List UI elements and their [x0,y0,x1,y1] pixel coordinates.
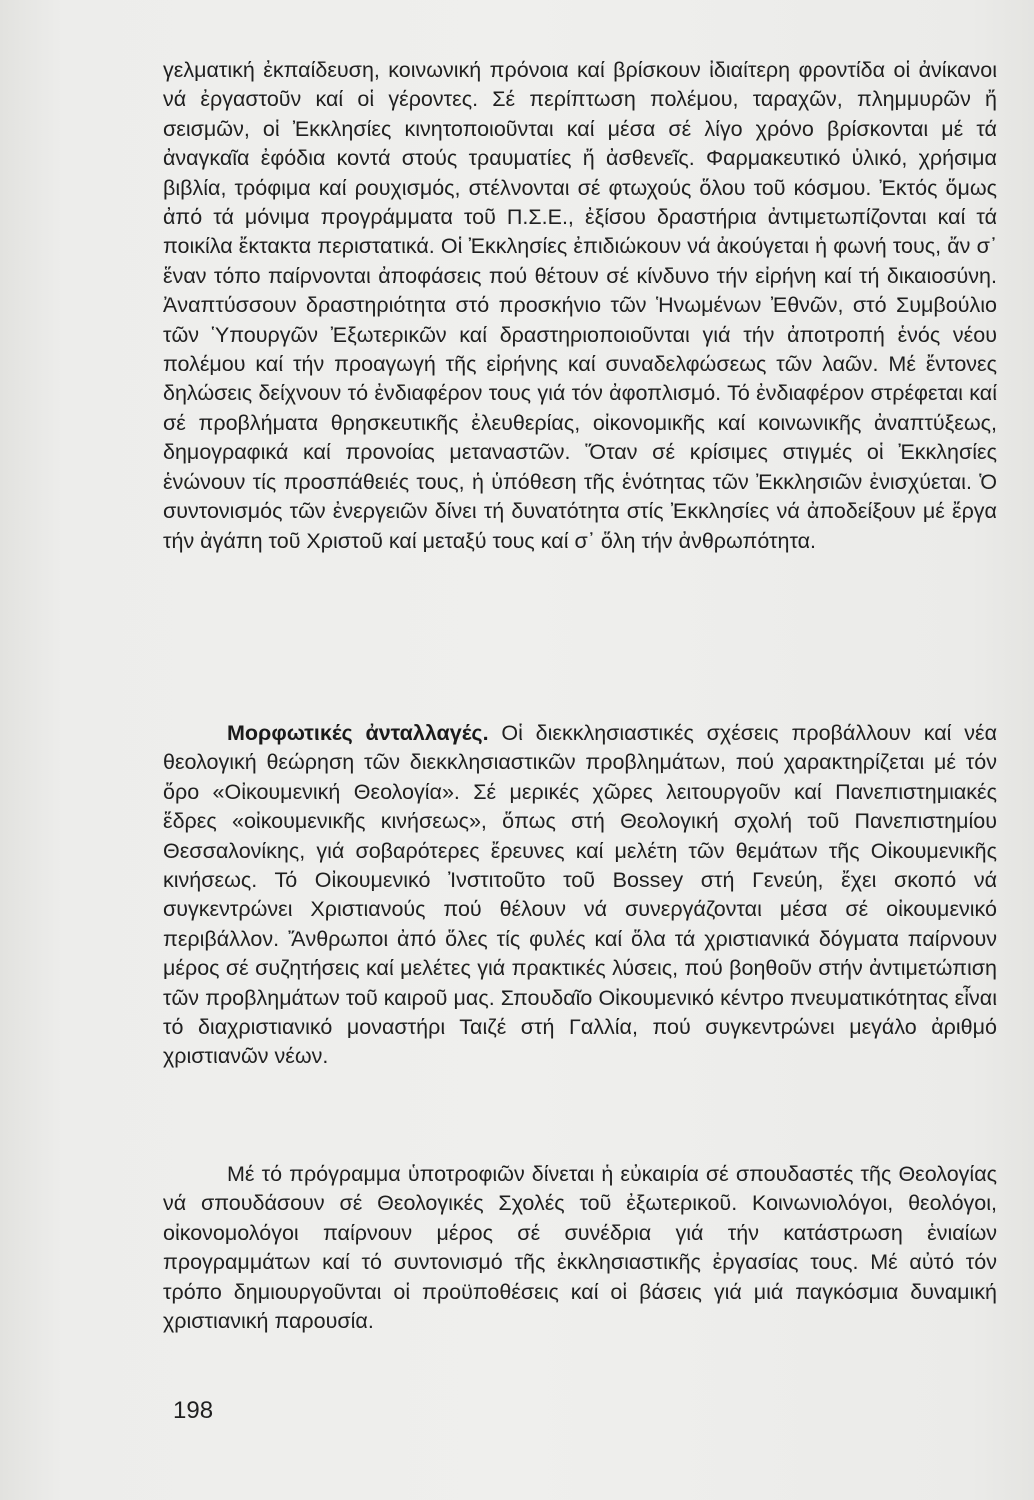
paragraph-text: Μέ τό πρόγραμμα ὑποτροφιῶν δίνεται ἡ εὐκαιρία σέ σπουδαστές τῆς Θεολογίας νά σπουδάσουν σέ Θεολογικές Σχολές τοῦ ἐξωτερικοῦ. Κοινωνιολόγοι, θεολόγοι, οἰκονομολόγοι παίρνουν μέρος σέ συνέδρια γιά τήν κατάστρωση ἑνιαίων προγραμμάτων καί τό συντονισμό τῆς ἐκκλησιαστικῆς ἐργασίας τους. Μέ αὐτό τόν τρόπο δημιουργοῦνται οἱ προϋποθέσεις καί οἱ βάσεις γιά μιά παγκόσμια δυναμική χριστιανική παρουσία. [163,1162,997,1334]
paragraph-text: Οἱ διεκκλησιαστικές σχέσεις προβάλλουν καί νέα θεολογική θεώρηση τῶν διεκκλησιαστικῶν προβλημάτων, πού χαρακτηρίζεται μέ τόν ὅρο «Οἰκουμενική Θεολογία». Σέ μερικές χῶρες λειτουργοῦν καί Πανεπιστημιακές ἕδρες «οἰκουμενικῆς κινήσεως», ὅπως στή Θεολογική σχολή τοῦ Πανεπιστημίου Θεσσαλονίκης, γιά σοβαρότερες ἔρευνες καί μελέτη τῶν θεμάτων τῆς Οἰκουμενικῆς κινήσεως. Τό Οἰκουμενικό Ἰνστιτοῦτο τοῦ Bossey στή Γενεύη, ἔχει σκοπό νά συγκεντρώνει Χριστιανούς πού θέλουν νά συνεργάζονται μέσα σέ οἰκουμενικό περιβάλλον. Ἄνθρωποι ἀπό ὅλες τίς φυλές καί ὅλα τά χριστιανικά δόγματα παίρνουν μέρος σέ συζητήσεις καί μελέτες γιά πρακτικές λύσεις, πού βοηθοῦν στήν ἀντιμετώπιση τῶν προβλημάτων τοῦ καιροῦ μας. Σπουδαῖο Οἰκουμενικό κέντρο πνευματικότητας εἶναι τό διαχριστιανικό μοναστήρι Ταιζέ στή Γαλλία, πού συγκεντρώνει μεγάλο ἀριθμό χριστιανῶν νέων. [163,721,997,1069]
page-number: 198 [173,1397,214,1424]
paragraph-cultural-exchanges [163,719,997,1072]
section-heading: Μορφωτικές ἀνταλλαγές. [227,721,489,745]
paragraph-scholarships [163,1160,997,1336]
paragraph-text: γελματική ἐκπαίδευση, κοινωνική πρόνοια καί βρίσκουν ἰδιαίτερη φροντίδα οἱ ἀνίκανοι νά ἐργαστοῦν καί οἱ γέροντες. Σέ περίπτωση πολέμου, ταραχῶν, πλημμυρῶν ἤ σεισμῶν, οἱ Ἐκκλησίες κινητοποιοῦνται καί μέσα σέ λίγο χρόνο βρίσκονται μέ τά ἀναγκαῖα ἐφόδια κοντά στούς τραυματίες ἤ ἀσθενεῖς. Φαρμακευτικό ὑλικό, χρήσιμα βιβλία, τρόφιμα καί ρουχισμός, στέλνονται σέ φτωχούς ὅλου τοῦ κόσμου. Ἐκτός ὅμως ἀπό τά μόνιμα προγράμματα τοῦ Π.Σ.Ε., ἐξίσου δραστήρια ἀντιμετωπίζονται καί τά ποικίλα ἔκτακτα περιστατικά. Οἱ Ἐκκλησίες ἐπιδιώκουν νά ἀκούγεται ἡ φωνή τους, ἄν σ᾿ ἕναν τόπο παίρνονται ἀποφάσεις πού θέτουν σέ κίνδυνο τήν εἰρήνη καί τή δικαιοσύνη. Ἀναπτύσσουν δραστηριότητα στό προσκήνιο τῶν Ἡνωμένων Ἐθνῶν, στό Συμβούλιο τῶν Ὑπουργῶν Ἐξωτερικῶν καί δραστηριοποιοῦνται γιά τήν ἀποτροπή ἑνός νέου πολέμου καί τήν προαγωγή τῆς εἰρήνης καί συναδελφώσεως τῶν λαῶν. Μέ ἔντονες δηλώσεις δείχνουν τό ἐνδιαφέρον τους γιά τόν ἀφοπλισμό. Τό ἐνδιαφέρον στρέφεται καί σέ προβλήματα θρησκευτικῆς ἐλευθερίας, οἰκονομικῆς καί κοινωνικῆς ἀναπτύξεως, δημογραφικά καί προνοίας μεταναστῶν. Ὅταν σέ κρίσιμες στιγμές οἱ Ἐκκλησίες ἑνώνουν τίς προσπάθειές τους, ἡ ὑπόθεση τῆς ἑνότητας τῶν Ἐκκλησιῶν ἐνισχύεται. Ὁ συντονισμός τῶν ἐνεργειῶν δίνει τή δυνατότητα στίς Ἐκκλησίες νά ἀποδείξουν μέ ἔργα τήν ἀγάπη τοῦ Χριστοῦ καί μεταξύ τους καί σ᾿ ὅλη τήν ἀνθρωπότητα. [163,58,997,553]
paragraph-body [163,719,997,1072]
paragraph-continued [163,56,997,556]
